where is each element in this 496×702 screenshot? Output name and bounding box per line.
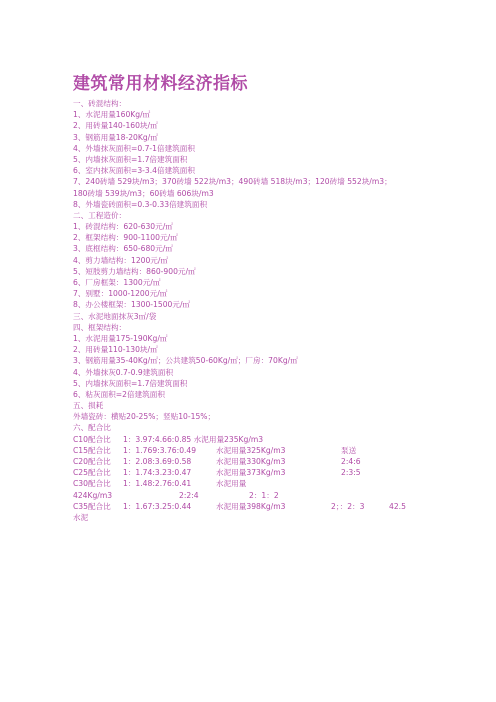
mix-ratio-row [73, 478, 483, 489]
document-title: 建筑常用材料经济指标 [73, 74, 248, 94]
mix-note: 42.5 [389, 501, 406, 511]
mix-note: 2:3:5 [341, 468, 361, 478]
cement-amount: 水泥用量330Kg/m3 [216, 457, 286, 466]
mix-note: 2：1：2 [249, 490, 279, 500]
mix-grade: C35配合比 [73, 501, 111, 511]
text-line: 4、剪力墙结构：1200元/㎡ [73, 255, 169, 265]
mix-note: 泵送 [341, 445, 357, 455]
cement-amount: 水泥用量373Kg/m3 [216, 468, 286, 478]
mix-note: 2:4:6 [341, 457, 361, 466]
text-line: 5、内墙抹灰面积=1.7倍建筑面积 [73, 154, 188, 164]
text-line: 3、钢筋用量18-20Kg/㎡ [73, 132, 158, 142]
mix-ratio: 1：1.769:3.76:0.49 [123, 445, 197, 455]
text-line: 3、底框结构：650-680元/㎡ [73, 244, 173, 254]
text-line: 外墙瓷砖：横贴20-25%；竖贴10-15%； [73, 412, 216, 422]
text-line: 1、砖混结构：620-630元/㎡ [73, 222, 173, 232]
mix-note: 2:2:4 [179, 490, 199, 500]
mix-grade: C15配合比 [73, 445, 111, 455]
mix-ratio-row [73, 490, 483, 501]
text-line: 8、外墙瓷砖面积=0.3-0.33倍建筑面积 [73, 199, 208, 209]
mix-grade: C25配合比 [73, 468, 111, 478]
text-line: 2、框架结构：900-1100元/㎡ [73, 233, 178, 243]
mix-ratio: 1：3.97:4.66:0.85 水泥用量235Kg/m3 [123, 434, 264, 444]
text-line: 水泥 [73, 512, 89, 522]
text-line: 1、水泥用量175-190Kg/㎡ [73, 333, 168, 343]
mix-ratio: 1：1.74:3.23:0.47 [123, 468, 192, 478]
mix-ratio-row [73, 434, 483, 445]
text-line: 3、钢筋用量35-40Kg/㎡；公共建筑50-60Kg/㎡；厂房：70Kg/㎡ [73, 356, 298, 366]
text-line: 6、粘灰面积=2倍建筑面积 [73, 389, 165, 399]
mix-ratio: 1：1.67:3.25:0.44 [123, 501, 192, 511]
cement-amount: 水泥用量398Kg/m3 [216, 501, 286, 511]
text-line: 8、办公楼框架：1300-1500元/㎡ [73, 300, 191, 310]
section-heading: 二、工程造价： [73, 210, 127, 220]
section-heading: 四、框架结构： [73, 322, 127, 332]
text-line: 一、砖混结构： [73, 99, 127, 108]
mix-ratio-row [73, 445, 483, 456]
section-heading: 六、配合比 [73, 423, 111, 433]
text-line: 6、厂房框架：1300元/㎡ [73, 278, 161, 287]
mix-grade: C20配合比 [73, 457, 111, 466]
cement-amount: 水泥用量 [216, 479, 247, 489]
mix-ratio-row [73, 467, 483, 478]
section-heading: 五、损耗 [73, 401, 104, 411]
text-line: 7、别墅：1000-1200元/㎡ [73, 289, 168, 299]
mix-ratio: 1：2.08:3.69:0.58 [123, 457, 192, 466]
text-line: 7、240砖墙 529块/m3；370砖墙 522块/m3；490砖墙 518块/m3；120砖墙 552块/m3； [73, 177, 392, 187]
text-line: 5、内墙抹灰面积=1.7倍建筑面积 [73, 378, 188, 388]
text-line: 2、用砖量140-160块/㎡ [73, 121, 158, 131]
text-line: 180砖墙 539块/m3；60砖墙 606块/m3 [73, 188, 214, 198]
text-line: 2、用砖量110-130块/㎡ [73, 345, 158, 355]
text-line: 1、水泥用量160Kg/㎡ [73, 110, 151, 120]
cement-amount: 水泥用量325Kg/m3 [216, 445, 286, 455]
cement-amount: 424Kg/m3 [73, 490, 113, 500]
mix-ratio: 1：1.48:2.76:0.41 [123, 479, 192, 489]
mix-note: 2；：2：3 [331, 501, 365, 511]
mix-grade: C30配合比 [73, 479, 111, 489]
text-line: 4、外墙抹灰0.7-0.9建筑面积 [73, 367, 174, 377]
mix-ratio-row [73, 456, 483, 467]
mix-ratio-row [73, 501, 483, 512]
document-body [73, 98, 483, 523]
text-line: 5、短肢剪力墙结构：860-900元/㎡ [73, 266, 196, 276]
text-line: 4、外墙抹灰面积=0.7-1倍建筑面积 [73, 143, 195, 153]
text-line: 6、室内抹灰面积=3-3.4倍建筑面积 [73, 166, 195, 176]
mix-grade: C10配合比 [73, 434, 111, 444]
section-heading: 三、水泥地面抹灰3㎡/袋 [73, 311, 157, 321]
